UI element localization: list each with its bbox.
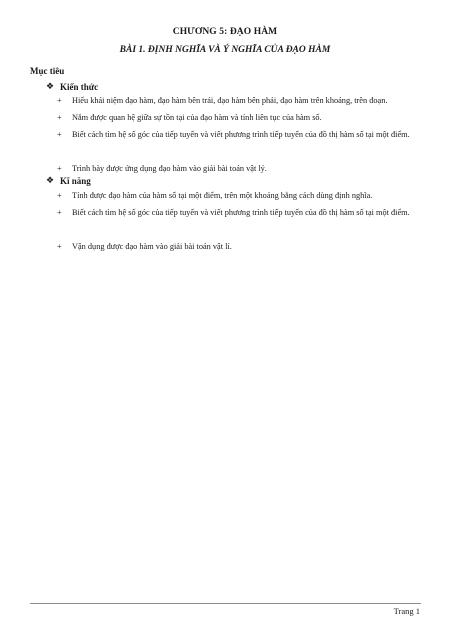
- plus-marker: +: [57, 96, 62, 105]
- plus-marker: +: [57, 130, 62, 139]
- knowledge-section-heading: [46, 81, 98, 92]
- knowledge-item-text: Nắm được quan hệ giữa sự tồn tại của đạo hàm và tính liên tục của hàm số.: [72, 113, 322, 122]
- plus-marker: +: [57, 113, 62, 122]
- plus-marker: +: [57, 164, 62, 173]
- knowledge-item-text: Biết cách tìm hệ số góc của tiếp tuyến và viết phương trình tiếp tuyến của đồ thị hàm số tại một điểm.: [72, 130, 410, 139]
- knowledge-heading-label: Kiến thức: [60, 81, 99, 92]
- list-item: [57, 109, 427, 126]
- list-item: [57, 204, 427, 221]
- plus-marker: +: [57, 191, 62, 200]
- skills-section-heading: [46, 175, 91, 186]
- objectives-heading: Mục tiêu: [30, 66, 65, 76]
- diamond-bullet-icon: ❖: [46, 81, 55, 91]
- list-item: [57, 238, 427, 255]
- knowledge-item-text: Trình bày được ứng dụng đạo hàm vào giải bài toán vật lý.: [72, 164, 267, 173]
- list-item: [57, 160, 427, 177]
- list-item: [57, 92, 427, 109]
- list-item: [57, 187, 427, 204]
- plus-marker: +: [57, 242, 62, 251]
- knowledge-item-text: Hiểu khái niệm đạo hàm, đạo hàm bên trái, đạo hàm bên phải, đạo hàm trên khoảng, trên đoạn.: [72, 96, 388, 105]
- list-item: [57, 126, 427, 143]
- footer-divider: [30, 603, 421, 604]
- plus-marker: +: [57, 208, 62, 217]
- diamond-bullet-icon: ❖: [46, 175, 55, 185]
- chapter-title: CHƯƠNG 5: ĐẠO HÀM: [172, 27, 278, 37]
- page-number: Trang 1: [393, 606, 420, 616]
- skills-item-text: Biết cách tìm hệ số góc của tiếp tuyến và viết phương trình tiếp tuyến của đồ thị hàm số tại một điểm.: [72, 208, 410, 217]
- lesson-title: BÀI 1. ĐỊNH NGHĨA VÀ Ý NGHĨA CỦA ĐẠO HÀM: [119, 45, 331, 55]
- skills-item-text: Vận dụng được đạo hàm vào giải bài toán vật lí.: [72, 242, 232, 251]
- skills-item-text: Tính được đạo hàm của hàm số tại một điểm, trên một khoảng bằng cách dùng định nghĩa.: [72, 191, 373, 200]
- skills-heading-label: Kĩ năng: [60, 175, 91, 186]
